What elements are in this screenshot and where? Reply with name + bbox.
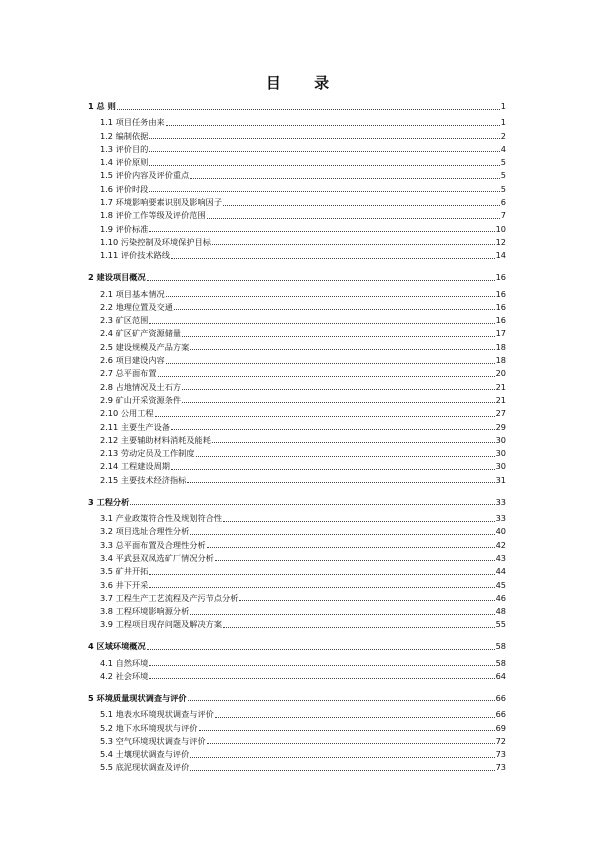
- dot-leader: [171, 429, 495, 430]
- dot-leader: [149, 231, 494, 232]
- dot-leader: [149, 323, 494, 324]
- toc-chapter-entry-label: 4 区域环境概况: [88, 641, 146, 652]
- toc-entry-label: 2.3 矿区范围: [100, 315, 149, 326]
- toc-chapter-entry[interactable]: [88, 637, 506, 651]
- dot-leader: [166, 125, 500, 126]
- toc-entry[interactable]: [88, 167, 506, 180]
- dot-leader: [187, 482, 494, 483]
- toc-entry[interactable]: [88, 550, 506, 563]
- toc-entry-page-number: 58: [495, 657, 506, 668]
- dot-leader: [207, 547, 495, 548]
- toc-entry-page-number: 43: [495, 552, 506, 563]
- toc-chapter-entry-page-number: 1: [500, 101, 506, 111]
- toc-entry-label: 1.3 评价目的: [100, 143, 149, 154]
- toc-entry[interactable]: [88, 706, 506, 719]
- toc-chapter-entry[interactable]: [88, 268, 506, 282]
- dot-leader: [239, 600, 494, 601]
- toc-entry-page-number: 2: [500, 130, 506, 141]
- toc-entry[interactable]: [88, 654, 506, 667]
- toc-entry-page-number: 69: [495, 722, 506, 733]
- toc-entry[interactable]: [88, 536, 506, 549]
- dot-leader: [174, 309, 495, 310]
- toc-entry[interactable]: [88, 220, 506, 233]
- toc-entry[interactable]: [88, 719, 506, 732]
- toc-entry-page-number: 20: [495, 368, 506, 379]
- toc-entry-page-number: 16: [495, 288, 506, 299]
- toc-chapter-entry[interactable]: [88, 689, 506, 703]
- dot-leader: [117, 109, 500, 110]
- toc-entry-page-number: 21: [495, 381, 506, 392]
- toc-entry[interactable]: [88, 445, 506, 458]
- toc-entry-label: 3.6 井下开采: [100, 579, 149, 590]
- toc-entry-page-number: 7: [500, 210, 506, 221]
- toc-entry-page-number: 5: [500, 183, 506, 194]
- dot-leader: [188, 700, 495, 701]
- toc-entry-label: 2.11 主要生产设备: [100, 421, 170, 432]
- dot-leader: [199, 730, 495, 731]
- toc-entry-label: 3.9 工程项目现存问题及解决方案: [100, 619, 223, 630]
- toc-entry-label: 1.9 评价标准: [100, 223, 149, 234]
- toc-list: [88, 97, 506, 780]
- toc-entry-page-number: 30: [495, 448, 506, 459]
- toc-entry[interactable]: [88, 563, 506, 576]
- toc-entry-label: 2.10 公用工程: [100, 408, 154, 419]
- toc-entry-page-number: 5: [500, 157, 506, 168]
- toc-entry-label: 5.4 土壤现状调查与评价: [100, 749, 190, 760]
- toc-entry[interactable]: [88, 378, 506, 391]
- toc-chapter-entry[interactable]: [88, 97, 506, 111]
- toc-entry-page-number: 16: [495, 315, 506, 326]
- toc-entry[interactable]: [88, 523, 506, 536]
- toc-entry[interactable]: [88, 405, 506, 418]
- dot-leader: [196, 456, 495, 457]
- toc-entry[interactable]: [88, 603, 506, 616]
- dot-leader: [190, 757, 494, 758]
- toc-entry[interactable]: [88, 733, 506, 746]
- toc-entry[interactable]: [88, 154, 506, 167]
- toc-entry-label: 1.7 环境影响要素识别及影响因子: [100, 197, 223, 208]
- toc-entry-label: 1.5 评价内容及评价重点: [100, 170, 190, 181]
- toc-entry-page-number: 30: [495, 461, 506, 472]
- toc-entry-page-number: 18: [495, 355, 506, 366]
- toc-entry[interactable]: [88, 312, 506, 325]
- toc-chapter-entry-page-number: 58: [495, 641, 506, 652]
- toc-entry-label: 2.14 工程建设周期: [100, 461, 170, 472]
- dot-leader: [149, 678, 494, 679]
- toc-entry-label: 2.4 矿区矿产资源储量: [100, 328, 182, 339]
- dot-leader: [166, 296, 495, 297]
- toc-entry-label: 2.6 项目建设内容: [100, 355, 165, 366]
- toc-entry-label: 3.2 项目选址合理性分析: [100, 526, 190, 537]
- toc-entry[interactable]: [88, 114, 506, 127]
- dot-leader: [149, 587, 494, 588]
- toc-entry-page-number: 27: [495, 408, 506, 419]
- toc-entry[interactable]: [88, 458, 506, 471]
- toc-entry-page-number: 40: [495, 526, 506, 537]
- toc-chapter-entry-label: 1 总 则: [88, 101, 116, 111]
- dot-leader: [215, 560, 495, 561]
- toc-chapter-entry-page-number: 16: [495, 272, 506, 283]
- toc-entry[interactable]: [88, 471, 506, 484]
- toc-entry[interactable]: [88, 141, 506, 154]
- dot-leader: [182, 402, 494, 403]
- dot-leader: [147, 280, 495, 281]
- toc-entry[interactable]: [88, 194, 506, 207]
- toc-entry-label: 1.6 评价时段: [100, 183, 149, 194]
- toc-entry[interactable]: [88, 180, 506, 193]
- toc-entry[interactable]: [88, 759, 506, 772]
- toc-section: [88, 97, 506, 260]
- toc-entry-page-number: 55: [495, 619, 506, 630]
- dot-leader: [182, 389, 494, 390]
- toc-entry-label: 5.5 底泥现状调查及评价: [100, 762, 190, 773]
- toc-entry[interactable]: [88, 616, 506, 629]
- toc-entry[interactable]: [88, 247, 506, 260]
- toc-entry-label: 2.8 占地情况及土石方: [100, 381, 182, 392]
- toc-entry-label: 3.3 总平面布置及合理性分析: [100, 539, 206, 550]
- toc-entry[interactable]: [88, 418, 506, 431]
- toc-entry[interactable]: [88, 432, 506, 445]
- toc-entry-label: 2.9 矿山开采资源条件: [100, 394, 182, 405]
- toc-entry-label: 5.3 空气环境现状调查与评价: [100, 735, 206, 746]
- dot-leader: [190, 534, 494, 535]
- toc-entry-label: 1.2 编制依据: [100, 130, 149, 141]
- toc-entry-page-number: 31: [495, 474, 506, 485]
- toc-entry-label: 4.2 社会环境: [100, 670, 149, 681]
- dot-leader: [166, 363, 495, 364]
- toc-entry-page-number: 12: [495, 236, 506, 247]
- toc-chapter-entry-page-number: 66: [495, 692, 506, 703]
- toc-entry-page-number: 33: [495, 513, 506, 524]
- dot-leader: [149, 151, 499, 152]
- toc-entry-label: 2.1 项目基本情况: [100, 288, 165, 299]
- toc-entry-label: 3.7 工程生产工艺流程及产污节点分析: [100, 592, 239, 603]
- toc-entry-label: 1.4 评价原则: [100, 157, 149, 168]
- toc-section: [88, 637, 506, 681]
- toc-entry[interactable]: [88, 590, 506, 603]
- toc-entry-page-number: 6: [500, 197, 506, 208]
- toc-entry-label: 4.1 自然环境: [100, 657, 149, 668]
- dot-leader: [155, 416, 495, 417]
- toc-entry-page-number: 21: [495, 394, 506, 405]
- toc-section: [88, 689, 506, 772]
- dot-leader: [149, 165, 499, 166]
- toc-entry[interactable]: [88, 338, 506, 351]
- dot-leader: [212, 244, 495, 245]
- toc-entry-page-number: 66: [495, 709, 506, 720]
- toc-entry-label: 3.4 平武县双凤选矿厂情况分析: [100, 552, 214, 563]
- toc-entry-label: 5.1 地表水环境现状调查与评价: [100, 709, 214, 720]
- dot-leader: [158, 376, 495, 377]
- toc-chapter-entry-label: 5 环境质量现状调查与评价: [88, 692, 187, 703]
- toc-entry-page-number: 73: [495, 749, 506, 760]
- toc-entry-page-number: 5: [500, 170, 506, 181]
- dot-leader: [149, 665, 494, 666]
- toc-entry-page-number: 45: [495, 579, 506, 590]
- toc-entry-label: 2.15 主要技术经济指标: [100, 474, 187, 485]
- dot-leader: [190, 770, 494, 771]
- toc-entry-page-number: 46: [495, 592, 506, 603]
- toc-entry-label: 2.2 地理位置及交通: [100, 301, 173, 312]
- dot-leader: [171, 469, 495, 470]
- dot-leader: [149, 191, 499, 192]
- dot-leader: [190, 349, 494, 350]
- dot-leader: [212, 442, 495, 443]
- toc-chapter-entry-page-number: 33: [495, 496, 506, 507]
- toc-entry[interactable]: [88, 352, 506, 365]
- toc-entry-label: 1.10 污染控制及环境保护目标: [100, 236, 211, 247]
- toc-entry-label: 2.13 劳动定员及工作制度: [100, 448, 195, 459]
- toc-entry-label: 3.5 矿井开拓: [100, 566, 149, 577]
- toc-section: [88, 268, 506, 484]
- toc-entry[interactable]: [88, 299, 506, 312]
- toc-entry-label: 2.5 建设规模及产品方案: [100, 341, 190, 352]
- dot-leader: [223, 627, 495, 628]
- toc-entry-label: 2.7 总平面布置: [100, 368, 157, 379]
- toc-entry[interactable]: [88, 207, 506, 220]
- toc-chapter-entry-label: 2 建设项目概况: [88, 272, 146, 283]
- dot-leader: [223, 521, 495, 522]
- toc-title: 目 录: [265, 74, 344, 92]
- toc-entry-label: 2.12 主要辅助材料消耗及能耗: [100, 434, 211, 445]
- dot-leader: [207, 743, 495, 744]
- dot-leader: [130, 504, 494, 505]
- toc-entry-page-number: 42: [495, 539, 506, 550]
- toc-entry[interactable]: [88, 365, 506, 378]
- toc-entry-label: 3.8 工程环境影响源分析: [100, 606, 190, 617]
- toc-entry-page-number: 29: [495, 421, 506, 432]
- toc-chapter-entry[interactable]: [88, 493, 506, 507]
- toc-section: [88, 493, 506, 630]
- dot-leader: [190, 614, 494, 615]
- toc-entry-page-number: 17: [495, 328, 506, 339]
- toc-entry-page-number: 30: [495, 434, 506, 445]
- toc-entry[interactable]: [88, 668, 506, 681]
- toc-entry-label: 5.2 地下水环境现状与评价: [100, 722, 198, 733]
- dot-leader: [149, 138, 499, 139]
- toc-entry[interactable]: [88, 510, 506, 523]
- toc-entry[interactable]: [88, 127, 506, 140]
- dot-leader: [171, 258, 495, 259]
- toc-entry[interactable]: [88, 234, 506, 247]
- toc-entry-page-number: 14: [495, 250, 506, 261]
- toc-entry-page-number: 73: [495, 762, 506, 773]
- toc-entry-label: 1.1 项目任务由来: [100, 117, 165, 128]
- toc-entry-page-number: 1: [500, 117, 506, 128]
- toc-entry-label: 3.1 产业政策符合性及规划符合性: [100, 513, 223, 524]
- dot-leader: [147, 649, 495, 650]
- toc-entry-page-number: 64: [495, 670, 506, 681]
- toc-entry-page-number: 10: [495, 223, 506, 234]
- toc-entry-page-number: 48: [495, 606, 506, 617]
- toc-entry-page-number: 4: [500, 143, 506, 154]
- toc-entry-label: 1.8 评价工作等级及评价范围: [100, 210, 206, 221]
- dot-leader: [190, 178, 499, 179]
- dot-leader: [207, 218, 500, 219]
- toc-entry[interactable]: [88, 576, 506, 589]
- toc-entry[interactable]: [88, 285, 506, 298]
- dot-leader: [182, 336, 494, 337]
- dot-leader: [215, 717, 495, 718]
- toc-entry-page-number: 44: [495, 566, 506, 577]
- toc-entry-page-number: 16: [495, 301, 506, 312]
- dot-leader: [149, 574, 494, 575]
- toc-entry-page-number: 72: [495, 735, 506, 746]
- toc-entry[interactable]: [88, 392, 506, 405]
- dot-leader: [223, 205, 500, 206]
- toc-entry-label: 1.11 评价技术路线: [100, 250, 170, 261]
- toc-entry-page-number: 18: [495, 341, 506, 352]
- toc-entry[interactable]: [88, 746, 506, 759]
- toc-chapter-entry-label: 3 工程分析: [88, 496, 130, 507]
- toc-entry[interactable]: [88, 325, 506, 338]
